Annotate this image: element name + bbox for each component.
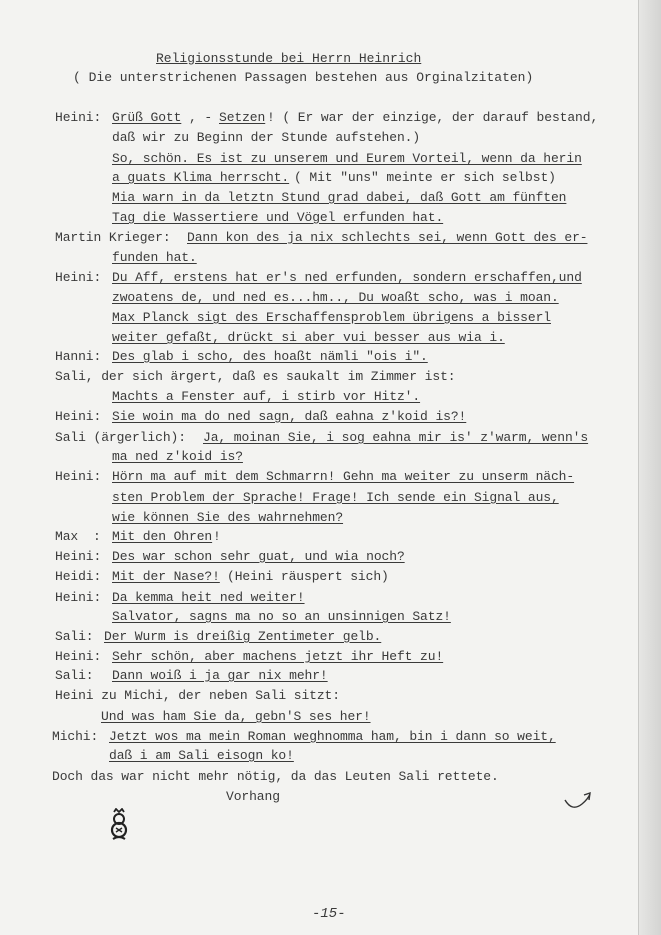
underlined-quote: Tag die Wassertiere und Vögel erfunden hat.	[112, 210, 444, 225]
underlined-quote: Des war schon sehr guat, und wia noch?	[112, 549, 405, 564]
underlined-quote: Der Wurm is dreißig Zentimeter gelb.	[104, 629, 382, 644]
stamp-logo	[108, 808, 130, 842]
underlined-quote: Jetzt wos ma mein Roman weghnomma ham, bin i dann so weit,	[109, 729, 556, 744]
underlined-quote: Da kemma heit ned weiter!	[112, 590, 305, 605]
underlined-quote: Mia warn in da letztn Stund grad dabei, daß Gott am fünften	[112, 190, 567, 205]
underlined-quote: Setzen	[219, 110, 266, 125]
text-segment: Sali:	[55, 629, 94, 644]
text-segment: Michi:	[52, 729, 99, 744]
underlined-quote: Du Aff, erstens hat er's ned erfunden, sondern erschaffen,und	[112, 270, 582, 285]
page-number: -15-	[312, 906, 346, 922]
underlined-quote: Sie woin ma do ned sagn, daß eahna z'koid is?!	[112, 409, 467, 424]
underlined-quote: Mit den Ohren	[112, 529, 213, 544]
text-segment: Hanni:	[55, 349, 102, 364]
underlined-quote: zwoatens de, und ned es...hm.., Du woaßt scho, was i moan.	[112, 290, 559, 305]
text-segment: Heini:	[55, 409, 102, 424]
text-segment: ( Mit "uns" meinte er sich selbst)	[294, 170, 556, 185]
page-edge-line	[638, 0, 639, 935]
underlined-quote: So, schön. Es ist zu unserem und Eurem Vorteil, wenn da herin	[112, 151, 582, 166]
underlined-quote: Max Planck sigt des Erschaffensproblem übrigens a bisserl	[112, 310, 551, 325]
underlined-quote: Und was ham Sie da, gebn'S ses her!	[101, 709, 371, 724]
document-title: Religionsstunde bei Herrn Heinrich	[156, 51, 422, 66]
underlined-quote: Hörn ma auf mit dem Schmarrn! Gehn ma weiter zu unserm näch-	[112, 469, 575, 484]
text-segment: Sali, der sich ärgert, daß es saukalt im Zimmer ist:	[55, 369, 456, 384]
underlined-quote: funden hat.	[112, 250, 197, 265]
text-segment: !	[213, 529, 221, 544]
document-subtitle: ( Die unterstrichenen Passagen bestehen aus Orginalzitaten)	[73, 70, 534, 85]
page-edge	[639, 0, 661, 935]
underlined-quote: a guats Klima herrscht.	[112, 170, 290, 185]
underlined-quote: daß i am Sali eisogn ko!	[109, 748, 294, 763]
text-segment: Heini:	[55, 270, 102, 285]
underlined-quote: Grüß Gott	[112, 110, 182, 125]
underlined-quote: Salvator, sagns ma no so an unsinnigen Satz!	[112, 609, 451, 624]
text-segment: Heini:	[55, 590, 102, 605]
text-segment: Heini zu Michi, der neben Sali sitzt:	[55, 688, 340, 703]
text-segment: Vorhang	[226, 789, 280, 804]
underlined-quote: Sehr schön, aber machens jetzt ihr Heft zu!	[112, 649, 444, 664]
underlined-quote: Dann kon des ja nix schlechts sei, wenn Gott des er-	[187, 230, 588, 245]
underlined-quote: sten Problem der Sprache! Frage! Ich sende ein Signal aus,	[112, 490, 559, 505]
text-segment: , -	[189, 110, 213, 125]
text-segment: Heini:	[55, 649, 102, 664]
text-segment: Heidi:	[55, 569, 102, 584]
text-segment: :	[93, 529, 101, 544]
text-segment: Heini:	[55, 469, 102, 484]
text-segment: ! ( Er war der einzige, der darauf bestand,	[267, 110, 599, 125]
underlined-quote: Mit der Nase?!	[112, 569, 220, 584]
underlined-quote: Des glab i scho, des hoaßt nämli "ois i".	[112, 349, 428, 364]
text-segment: Sali:	[55, 668, 94, 683]
text-segment: Doch das war nicht mehr nötig, da das Leuten Sali rettete.	[52, 769, 499, 784]
underlined-quote: wie können Sie des wahrnehmen?	[112, 510, 344, 525]
text-segment: (Heini räuspert sich)	[227, 569, 389, 584]
text-segment: Max	[55, 529, 79, 544]
underlined-quote: Dann woiß i ja gar nix mehr!	[112, 668, 328, 683]
underlined-quote: Machts a Fenster auf, i stirb vor Hitz'.	[112, 389, 421, 404]
text-segment: Heini:	[55, 110, 102, 125]
underlined-quote: weiter gefaßt, drückt si aber vui besser aus wia i.	[112, 330, 505, 345]
curved-arrow-icon	[562, 790, 594, 812]
text-segment: daß wir zu Beginn der Stunde aufstehen.)	[112, 130, 421, 145]
underlined-quote: Ja, moinan Sie, i sog eahna mir is' z'warm, wenn's	[203, 430, 589, 445]
text-segment: Sali (ärgerlich):	[55, 430, 186, 445]
text-segment: Heini:	[55, 549, 102, 564]
underlined-quote: ma ned z'koid is?	[112, 449, 243, 464]
text-segment: Martin Krieger:	[55, 230, 171, 245]
